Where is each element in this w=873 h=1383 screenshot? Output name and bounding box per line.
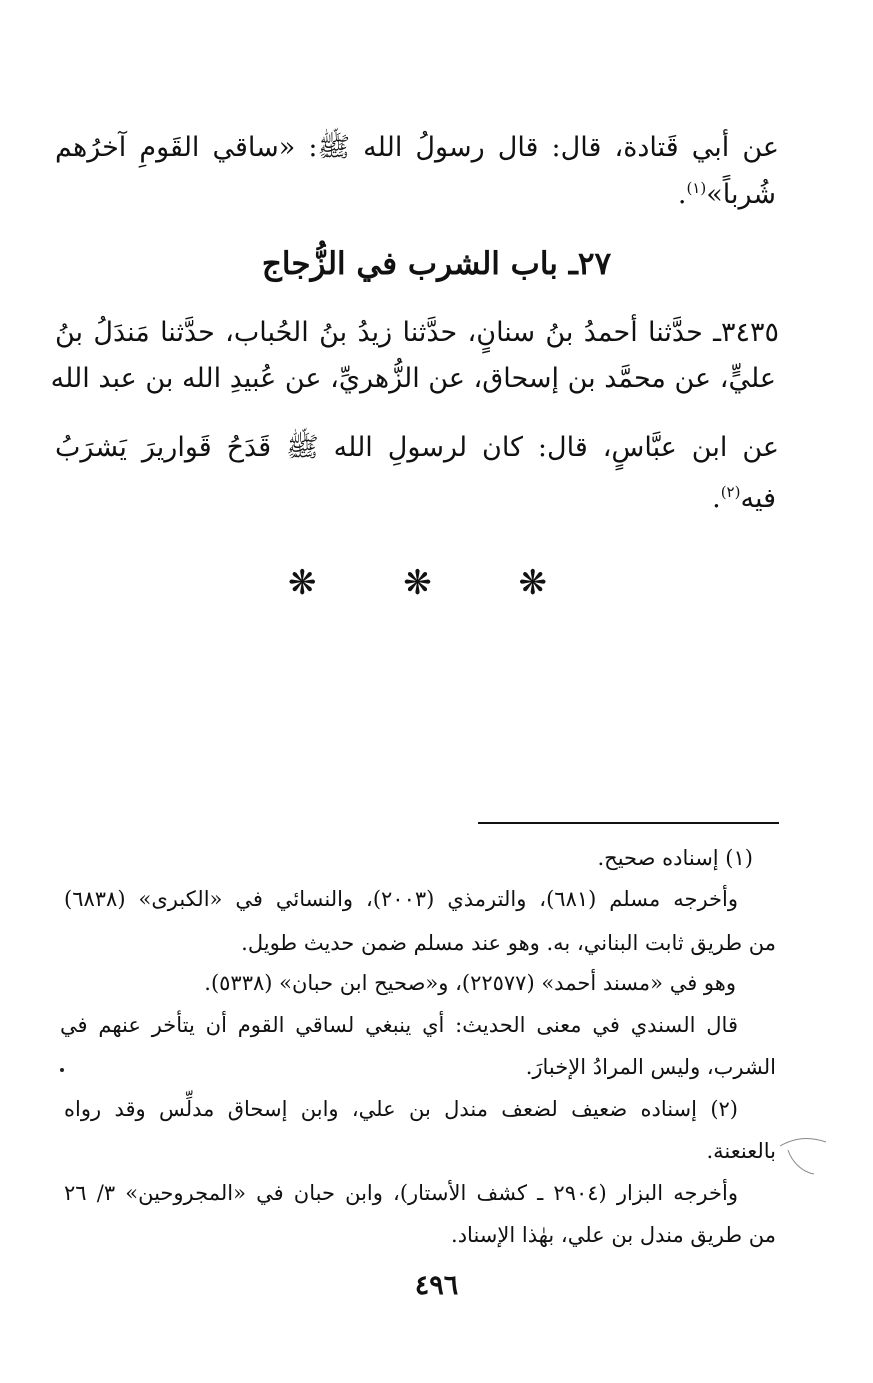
footnote-1-line-2: وأخرجه مسلم (٦٨١)، والترمذي (٢٠٠٣)، والنسائي في «الكبرى» (٦٨٣٨) <box>64 887 738 911</box>
footnote-2-line-4: من طريق مندل بن علي، بهٰذا الإسناد. <box>451 1223 776 1247</box>
hadith-1-text-end: شُرباً» <box>706 179 776 210</box>
hadith-1-period: . <box>677 179 687 210</box>
footnote-ref-1: (١) <box>686 179 707 197</box>
hadith-2-period: . <box>712 483 721 514</box>
footnote-1-line-1: (١) إسناده صحيح. <box>597 846 753 870</box>
scan-margin-mark <box>774 1128 834 1178</box>
chapter-heading: ٢٧ـ باب الشرب في الزُّجاج <box>261 246 612 282</box>
isnad-line-1: ٣٤٣٥ـ حدَّثنا أحمدُ بنُ سنانٍ، حدَّثنا زيدُ بنُ الحُباب، حدَّثنا مَندَلُ بنُ <box>55 317 779 348</box>
footnote-2-line-3: وأخرجه البزار (٢٩٠٤ ـ كشف الأستار)، وابن حبان في «المجروحين» ٣/ ٢٦ <box>64 1181 738 1205</box>
footnote-divider <box>478 822 779 824</box>
hadith-2-line-2 <box>712 472 776 519</box>
section-separator: ❋ ❋ ❋ <box>287 563 586 603</box>
hadith-2-line-1: عن ابن عبَّاسٍ، قال: كان لرسولِ الله ﷺ قَدَحُ قَواريرَ يَشرَبُ <box>55 432 779 463</box>
page-number: ٤٩٦ <box>414 1270 459 1301</box>
footnote-1-line-4: وهو في «مسند أحمد» (٢٢٥٧٧)، و«صحيح ابن حبان» (٥٣٣٨). <box>204 971 736 995</box>
footnote-ref-2: (٢) <box>720 483 741 501</box>
footnote-1-line-6: الشرب، وليس المرادُ الإخبارَ. <box>525 1055 776 1079</box>
footnote-2-line-1: (٢) إسناده ضعيف لضعف مندل بن علي، وابن إسحاق مدلِّس وقد رواه <box>64 1097 738 1121</box>
isnad-line-2: عليٍّ، عن محمَّد بن إسحاق، عن الزُّهريِّ، عن عُبيدِ الله بن عبد الله <box>50 363 776 394</box>
footnote-2-line-2: بالعنعنة. <box>706 1139 776 1163</box>
hadith-1-line-1: عن أبي قَتادة، قال: قال رسولُ الله ﷺ: «ساقي القَومِ آخرُهم <box>55 132 779 163</box>
footnote-1-line-3: من طريق ثابت البناني، به. وهو عند مسلم ضمن حديث طويل. <box>241 931 776 955</box>
footnote-1-line-5: قال السندي في معنى الحديث: أي ينبغي لساقي القوم أن يتأخر عنهم في <box>60 1013 738 1037</box>
hadith-2-text-end: فيه <box>740 483 776 514</box>
hadith-1-line-2 <box>678 168 776 215</box>
stray-dot <box>60 1068 64 1072</box>
